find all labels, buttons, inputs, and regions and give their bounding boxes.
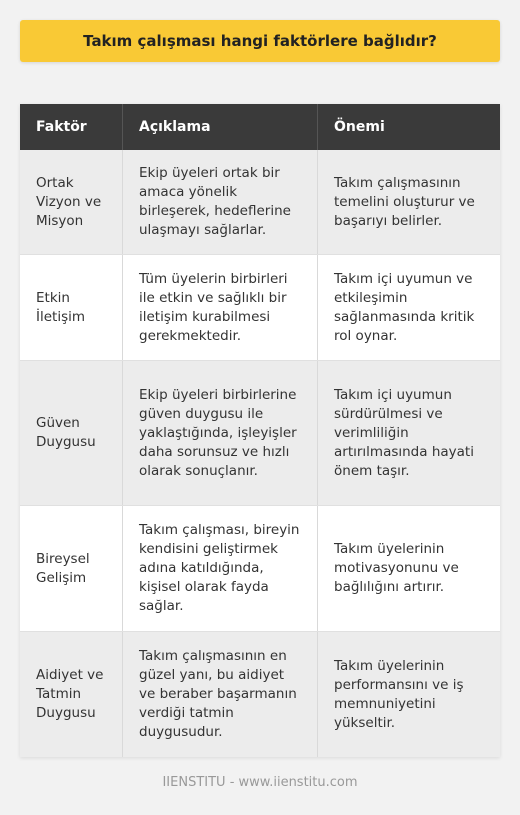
description-cell: Takım çalışması, bireyin kendisini geliştirmek adına katıldığında, kişisel olarak fayda sağlar.	[123, 506, 318, 631]
factor-cell: Bireysel Gelişim	[20, 506, 123, 631]
table-row	[20, 632, 500, 757]
importance-cell: Takım üyelerinin motivasyonunu ve bağlılığını artırır.	[334, 541, 459, 595]
table-header-row	[20, 104, 500, 150]
table-row	[20, 150, 500, 255]
column-header-factor: Faktör	[20, 104, 123, 150]
description-cell: Ekip üyeleri birbirlerine güven duygusu ile yaklaştığında, işleyişler daha sorunsuz ve hızlı olarak sonuçlanır.	[123, 361, 318, 505]
factor-cell: Etkin İletişim	[20, 255, 123, 360]
factor-cell: Ortak Vizyon ve Misyon	[20, 150, 123, 254]
importance-cell: Takım içi uyumun sürdürülmesi ve verimliliğin artırılmasında hayati önem taşır.	[334, 386, 474, 479]
description-cell: Tüm üyelerin birbirleri ile etkin ve sağlıklı bir iletişim kurabilmesi gerekmektedir.	[123, 255, 318, 360]
factor-cell: Aidiyet ve Tatmin Duygusu	[20, 632, 123, 757]
page-title: Takım çalışması hangi faktörlere bağlıdır?	[20, 20, 500, 62]
description-cell: Ekip üyeleri ortak bir amaca yönelik birleşerek, hedeflerine ulaşmayı sağlarlar.	[123, 150, 318, 254]
table-row	[20, 506, 500, 632]
factors-table	[20, 104, 500, 757]
factor-cell: Güven Duygusu	[20, 361, 123, 505]
description-cell: Takım çalışmasının en güzel yanı, bu aidiyet ve beraber başarmanın verdiği tatmin duygusudur.	[123, 632, 318, 757]
importance-cell: Takım üyelerinin performansını ve iş memnuniyetini yükseltir.	[334, 657, 464, 731]
column-header-description: Açıklama	[123, 104, 318, 150]
table-row	[20, 361, 500, 506]
importance-cell: Takım çalışmasının temelini oluşturur ve başarıyı belirler.	[334, 174, 475, 229]
footer-credit: IIENSTITU - www.iienstitu.com	[162, 775, 358, 790]
importance-cell: Takım içi uyumun ve etkileşimin sağlanmasında kritik rol oynar.	[334, 270, 475, 344]
table-row	[20, 255, 500, 361]
column-header-importance: Önemi	[334, 118, 385, 135]
